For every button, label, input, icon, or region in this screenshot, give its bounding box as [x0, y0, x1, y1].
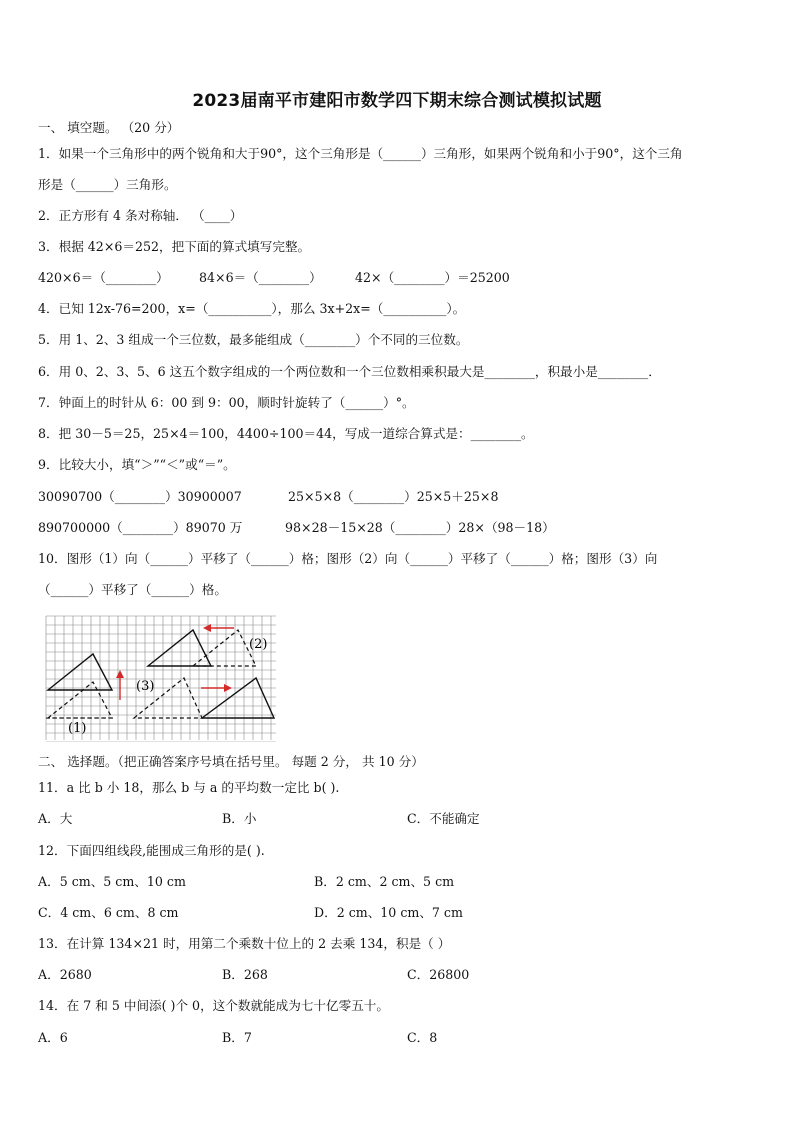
shape-2-solid [148, 630, 211, 666]
page-title: 2023届南平市建阳市数学四下期末综合测试模拟试题 [192, 91, 602, 111]
question-12-option-b: B．2 cm、2 cm、5 cm [314, 874, 455, 889]
question-3-item-b: 84×6＝（________） [199, 270, 322, 285]
question-11-option-a: A．大 [38, 811, 73, 826]
question-3-item-c: 42×（________）＝25200 [355, 270, 510, 285]
question-9: 9．比较大小，填“＞”“＜”或“＝”。 [38, 457, 236, 472]
question-12-option-c: C．4 cm、6 cm、8 cm [38, 905, 179, 920]
question-14-option-a: A．6 [38, 1030, 68, 1045]
question-1-line-1: 1．如果一个三角形中的两个锐角和大于90°，这个三角形是（______）三角形，如果两个锐角和小于90°，这个三角 [38, 146, 683, 161]
question-2: 2．正方形有 4 条对称轴． （____） [38, 208, 243, 223]
question-14: 14．在 7 和 5 中间添( )个 0，这个数就能成为七十亿零五十。 [38, 998, 389, 1013]
question-13-option-c: C．26800 [407, 967, 470, 982]
shape-3-solid [202, 678, 274, 718]
question-8: 8．把 30－5＝25，25×4＝100，4400÷100＝44，写成一道综合算式是：________。 [38, 426, 534, 441]
question-14-option-b: B．7 [222, 1030, 252, 1045]
question-13-option-b: B．268 [222, 967, 268, 982]
question-9-item-d: 98×28－15×28（________）28×（98－18） [285, 520, 555, 535]
question-9-item-b: 25×5×8（________）25×5＋25×8 [288, 489, 499, 504]
question-13-option-a: A．2680 [38, 967, 92, 982]
question-11: 11．a 比 b 小 18，那么 b 与 a 的平均数一定比 b( ). [38, 780, 340, 795]
shape-1-solid [48, 654, 112, 690]
question-10-line-2: （______）平移了（______）格。 [38, 582, 227, 597]
question-3: 3．根据 42×6＝252，把下面的算式填写完整。 [38, 239, 311, 254]
question-10-line-1: 10．图形（1）向（______）平移了（______）格；图形（2）向（______）平移了（______）格；图形（3）向 [38, 551, 658, 566]
question-11-option-b: B．小 [222, 811, 257, 826]
arrow-up [116, 670, 124, 700]
question-6: 6．用 0、2、3、5、6 这五个数字组成的一个两位数和一个三位数相乘积最大是________，积最小是________． [38, 364, 661, 379]
question-9-item-a: 30090700（________）30900007 [38, 489, 242, 504]
question-9-item-c: 890700000（________）89070 万 [38, 520, 243, 535]
question-7: 7．钟面上的时针从 6：00 到 9：00，顺时针旋转了（______）°。 [38, 395, 415, 410]
question-14-option-c: C．8 [407, 1030, 438, 1045]
question-1-line-2: 形是（______）三角形。 [38, 177, 177, 192]
question-12: 12．下面四组线段,能围成三角形的是( ). [38, 843, 265, 858]
question-4: 4．已知 12x-76=200，x=（__________），那么 3x+2x=（__________）。 [38, 301, 466, 316]
figure-label-3: (3) [136, 679, 155, 694]
figure-label-1: (1) [68, 721, 87, 736]
shape-1-dashed [48, 682, 112, 718]
question-5: 5．用 1、2、3 组成一个三位数，最多能组成（________）个不同的三位数。 [38, 332, 469, 347]
arrow-right [201, 684, 232, 692]
question-12-option-d: D．2 cm、10 cm、7 cm [314, 905, 463, 920]
question-3-item-a: 420×6＝（________） [38, 270, 169, 285]
translation-figure [44, 614, 278, 742]
figure-label-2: (2) [249, 637, 268, 652]
question-12-option-a: A．5 cm、5 cm、10 cm [38, 874, 186, 889]
question-11-option-c: C．不能确定 [407, 811, 480, 826]
section-1-heading: 一、 填空题。 （20 分） [38, 120, 180, 135]
question-13: 13．在计算 134×21 时，用第二个乘数十位上的 2 去乘 134，积是（ ） [38, 936, 451, 951]
section-2-heading: 二、 选择题。（把正确答案序号填在括号里。 每题 2 分， 共 10 分） [38, 754, 424, 769]
